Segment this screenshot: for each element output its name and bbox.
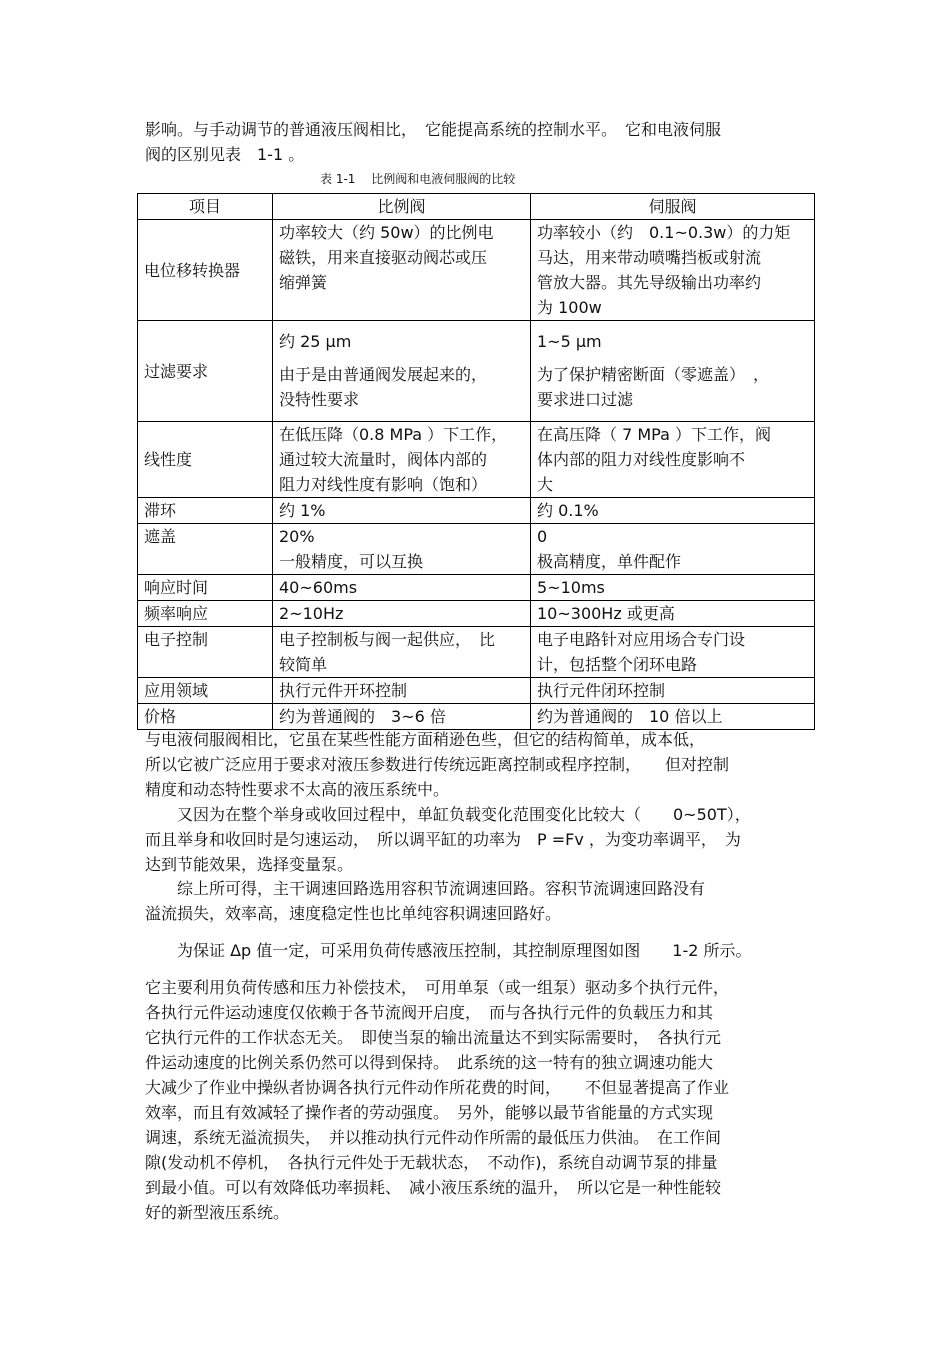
cell-line: 体内部的阻力对线性度影响不	[537, 450, 746, 469]
table-row	[138, 704, 815, 730]
cell-line: 在高压降（ 7 MPa ）下工作，阀	[537, 425, 771, 444]
proportional-cell	[273, 524, 531, 575]
text-line: 达到节能效果，选择变量泵。	[145, 855, 354, 874]
proportional-cell	[273, 422, 531, 498]
cell-line: 1~5 μm	[537, 332, 602, 351]
servo-cell	[531, 627, 815, 678]
servo-cell	[531, 220, 815, 321]
row-label: 应用领域	[138, 678, 273, 704]
cell-line: 5~10ms	[537, 578, 605, 597]
table-row	[138, 498, 815, 524]
text-line: 所以它被广泛应用于要求对液压参数进行传统远距离控制或程序控制， 但对控制	[145, 755, 730, 774]
cell-line: 要求进口过滤	[537, 390, 634, 409]
table-row	[138, 220, 815, 321]
row-label: 遮盖	[138, 524, 273, 575]
row-label: 频率响应	[138, 601, 273, 627]
text-line: 精度和动态特性要求不太高的液压系统中。	[145, 780, 450, 799]
cell-line: 缩弹簧	[279, 273, 328, 292]
proportional-cell	[273, 678, 531, 704]
servo-cell	[531, 498, 815, 524]
cell-line: 电子控制板与阀一起供应， 比	[279, 630, 496, 649]
cell-line: 10~300Hz 或更高	[537, 604, 675, 623]
cell-line: 计，包括整个闭环电路	[537, 655, 698, 674]
intro-paragraph	[145, 117, 810, 167]
cell-line: 一般精度，可以互换	[279, 552, 424, 571]
servo-cell	[531, 422, 815, 498]
paragraph-2	[145, 802, 810, 877]
servo-cell	[531, 601, 815, 627]
cell-line: 20%	[279, 527, 315, 546]
proportional-cell	[273, 627, 531, 678]
text-line: 溢流损失，效率高，速度稳定性也比单纯容积调速回路好。	[145, 904, 562, 923]
table-row	[138, 678, 815, 704]
cell-line: 大	[537, 475, 554, 494]
proportional-cell	[273, 704, 531, 730]
row-label: 电子控制	[138, 627, 273, 678]
proportional-cell	[273, 601, 531, 627]
cell-line: 较简单	[279, 655, 328, 674]
servo-cell	[531, 524, 815, 575]
cell-line: 为了保护精密断面（零遮盖） ，	[537, 365, 770, 384]
table-row	[138, 627, 815, 678]
cell-line: 40~60ms	[279, 578, 358, 597]
table-row	[138, 601, 815, 627]
cell-line: 磁铁，用来直接驱动阀芯或压	[279, 248, 488, 267]
cell-line: 0	[537, 527, 548, 546]
row-label: 电位移转换器	[138, 220, 273, 321]
cell-line: 为 100w	[537, 298, 602, 317]
table-caption: 表 1-1 比例阀和电液伺服阀的比较	[320, 172, 516, 186]
cell-line: 2~10Hz	[279, 604, 344, 623]
cell-line: 执行元件闭环控制	[537, 681, 666, 700]
text-line: 为保证 Δp 值一定，可采用负荷传感液压控制，其控制原理图如图 1-2 所示。	[145, 941, 752, 960]
cell-line: 功率较小（约 0.1~0.3w）的力矩	[537, 223, 791, 242]
cell-line: 约为普通阀的 3~6 倍	[279, 707, 446, 726]
proportional-cell	[273, 498, 531, 524]
paragraph-3	[145, 876, 810, 926]
proportional-cell	[273, 575, 531, 601]
text-line: 到最小值。可以有效降低功率损耗、 减小液压系统的温升， 所以它是一种性能较	[145, 1178, 722, 1197]
text-line: 效率，而且有效减轻了操作者的劳动强度。 另外，能够以最节省能量的方式实现	[145, 1103, 714, 1122]
text-line: 与电液伺服阀相比，它虽在某些性能方面稍逊色些，但它的结构简单，成本低，	[145, 730, 706, 749]
text-line: 影响。与手动调节的普通液压阀相比， 它能提高系统的控制水平。 它和电液伺服	[145, 120, 722, 139]
text-line: 各执行元件运动速度仅依赖于各节流阀开启度， 而与各执行元件的负载压力和其	[145, 1003, 714, 1022]
row-label: 响应时间	[138, 575, 273, 601]
cell-line: 约为普通阀的 10 倍以上	[537, 707, 723, 726]
cell-line: 执行元件开环控制	[279, 681, 408, 700]
text-line: 又因为在整个举身或收回过程中，单缸负载变化范围变化比较大（ 0~50T），	[145, 805, 751, 824]
text-line: 它执行元件的工作状态无关。 即使当泵的输出流量达不到实际需要时， 各执行元	[145, 1028, 722, 1047]
paragraph-5	[145, 975, 810, 1225]
text-line: 大减少了作业中操纵者协调各执行元件动作所花费的时间， 不但显著提高了作业	[145, 1078, 730, 1097]
cell-line: 极高精度，单件配作	[537, 552, 682, 571]
paragraph-1	[145, 727, 810, 802]
comparison-table	[137, 193, 815, 730]
cell-line: 约 1%	[279, 501, 326, 520]
text-line: 好的新型液压系统。	[145, 1203, 290, 1222]
cell-line: 在低压降（0.8 MPa ）下工作，	[279, 425, 508, 444]
table-header-row	[138, 194, 815, 220]
text-line: 它主要利用负荷传感和压力补偿技术， 可用单泵（或一组泵）驱动多个执行元件，	[145, 978, 730, 997]
header-servo: 伺服阀	[531, 194, 815, 220]
cell-line: 电子电路针对应用场合专门设	[537, 630, 746, 649]
text-line: 综上所可得，主干调速回路选用容积节流调速回路。容积节流调速回路没有	[145, 879, 706, 898]
cell-line: 约 25 μm	[279, 332, 352, 351]
text-line: 隙(发动机不停机， 各执行元件处于无载状态， 不动作)，系统自动调节泵的排量	[145, 1153, 718, 1172]
header-item: 项目	[138, 194, 273, 220]
cell-line: 没特性要求	[279, 390, 360, 409]
row-label: 价格	[138, 704, 273, 730]
cell-line: 马达，用来带动喷嘴挡板或射流	[537, 248, 762, 267]
proportional-cell	[273, 220, 531, 321]
paragraph-4	[145, 938, 810, 963]
row-label: 滞环	[138, 498, 273, 524]
cell-line: 功率较大（约 50w）的比例电	[279, 223, 494, 242]
row-label: 线性度	[138, 422, 273, 498]
text-line: 调速，系统无溢流损失， 并以推动执行元件动作所需的最低压力供油。 在工作间	[145, 1128, 722, 1147]
text-line: 阀的区别见表 1-1 。	[145, 145, 305, 164]
text-line: 而且举身和收回时是匀速运动， 所以调平缸的功率为 P =Fv ，为变功率调平， 为	[145, 830, 741, 849]
table-row	[138, 422, 815, 498]
cell-line: 通过较大流量时，阀体内部的	[279, 450, 488, 469]
table-row	[138, 321, 815, 422]
servo-cell	[531, 575, 815, 601]
servo-cell	[531, 321, 815, 422]
cell-line: 阻力对线性度有影响（饱和）	[279, 475, 488, 494]
table-row	[138, 575, 815, 601]
table-row	[138, 524, 815, 575]
text-line: 件运动速度的比例关系仍然可以得到保持。 此系统的这一特有的独立调速功能大	[145, 1053, 714, 1072]
cell-line: 管放大器。其先导级输出功率约	[537, 273, 762, 292]
servo-cell	[531, 678, 815, 704]
header-proportional: 比例阀	[273, 194, 531, 220]
proportional-cell	[273, 321, 531, 422]
servo-cell	[531, 704, 815, 730]
cell-line: 约 0.1%	[537, 501, 599, 520]
cell-line: 由于是由普通阀发展起来的，	[279, 365, 488, 384]
row-label: 过滤要求	[138, 321, 273, 422]
